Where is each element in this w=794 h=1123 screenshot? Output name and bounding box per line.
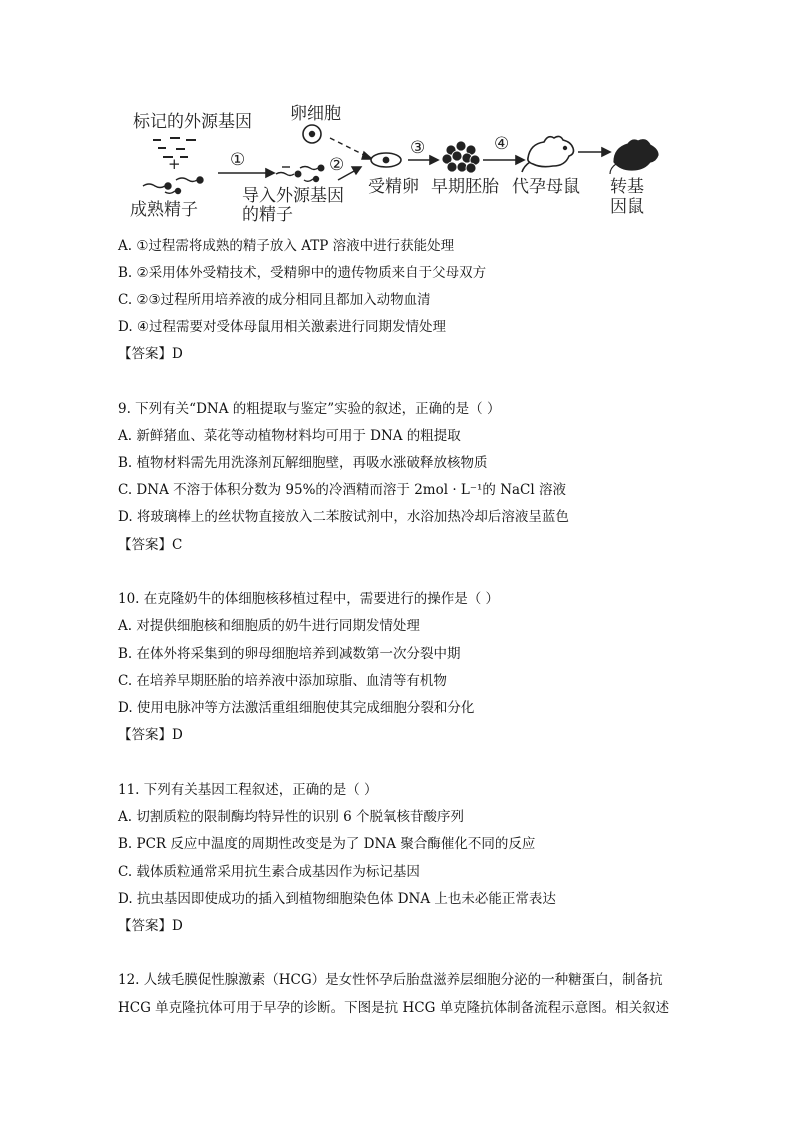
q12-line-2: HCG 单克隆抗体可用于早孕的诊断。下图是抗 HCG 单克隆抗体制备流程示意图。相关叙述 (118, 1000, 670, 1016)
arrow-4-icon (483, 156, 524, 164)
q10-option-d: D. 使用电脉冲等方法激活重组细胞使其完成细胞分裂和分化 (118, 700, 475, 716)
egg-cell-icon (303, 125, 321, 143)
fertilized-egg-icon (371, 153, 401, 167)
label-step-3: ③ (410, 138, 426, 158)
q11-option-d: D. 抗虫基因即使成功的插入到植物细胞染色体 DNA 上也未必能正常表达 (118, 891, 556, 907)
q10-answer: 【答案】D (118, 727, 183, 743)
label-step-1: ① (230, 150, 246, 170)
q9-option-c: C. DNA 不溶于体积分数为 95%的冷酒精而溶于 2mol · L⁻¹的 NaCl 溶液 (118, 482, 566, 498)
transgenic-mouse-icon (610, 140, 658, 174)
q9-answer: 【答案】C (118, 537, 183, 553)
imported-sperm-icon (276, 165, 324, 181)
q11-option-c: C. 载体质粒通常采用抗生素合成基因作为标记基因 (118, 864, 420, 880)
sperm-icon (143, 177, 203, 194)
q8-option-b: B. ②采用体外受精技术，受精卵中的遗传物质来自于父母双方 (118, 265, 487, 281)
q9-option-a: A. 新鲜猪血、菜花等动植物材料均可用于 DNA 的粗提取 (118, 428, 461, 444)
q8-option-d: D. ④过程需要对受体母鼠用相关激素进行同期发情处理 (118, 319, 447, 335)
q11-answer: 【答案】D (118, 918, 183, 934)
label-step-2: ② (329, 155, 345, 175)
q8-option-c: C. ②③过程所用培养液的成分相同且都加入动物血清 (118, 292, 431, 308)
q11-option-a: A. 切割质粒的限制酶均特异性的识别 6 个脱氧核苷酸序列 (118, 809, 465, 825)
label-egg-cell: 卵细胞 (290, 104, 341, 124)
label-transgenic-line1: 转基 (610, 177, 644, 197)
arrow-1-icon (218, 169, 274, 177)
arrow-5-icon (578, 148, 610, 156)
q11-option-b: B. PCR 反应中温度的周期性改变是为了 DNA 聚合酶催化不同的反应 (118, 836, 536, 852)
q8-answer: 【答案】D (118, 346, 183, 362)
q10-title: 10. 在克隆奶牛的体细胞核移植过程中，需要进行的操作是（ ） (118, 591, 500, 607)
label-plus: + (168, 155, 181, 173)
q9-option-d: D. 将玻璃棒上的丝状物直接放入二苯胺试剂中，水浴加热冷却后溶液呈蓝色 (118, 509, 569, 525)
label-marked-gene: 标记的外源基因 (133, 112, 252, 132)
q10-option-b: B. 在体外将采集到的卵母细胞培养到减数第一次分裂中期 (118, 646, 461, 662)
label-surrogate-mouse: 代孕母鼠 (512, 177, 580, 197)
q8-option-a: A. ①过程需将成熟的精子放入 ATP 溶液中进行获能处理 (118, 238, 455, 254)
label-transgenic-line2: 因鼠 (610, 197, 644, 217)
q12-line-1: 12. 人绒毛膜促性腺激素（HCG）是女性怀孕后胎盘滋养层细胞分泌的一种糖蛋白，制备抗 (118, 972, 663, 988)
q9-title: 9. 下列有关“DNA 的粗提取与鉴定”实验的叙述，正确的是（ ） (118, 401, 501, 417)
label-step-4: ④ (494, 134, 510, 154)
label-fertilized-egg: 受精卵 (368, 177, 419, 197)
label-imported-sperm-line2: 的精子 (242, 205, 293, 225)
transgenic-mouse-diagram (118, 100, 678, 225)
surrogate-mouse-icon (522, 136, 574, 172)
q10-option-a: A. 对提供细胞核和细胞质的奶牛进行同期发情处理 (118, 618, 420, 634)
label-imported-sperm-line1: 导入外源基因 (242, 186, 344, 206)
early-embryo-icon (442, 141, 480, 173)
label-early-embryo: 早期胚胎 (431, 177, 499, 197)
label-mature-sperm: 成熟精子 (130, 200, 198, 220)
q11-title: 11. 下列有关基因工程叙述，正确的是（ ） (118, 782, 378, 798)
q10-option-c: C. 在培养早期胚胎的培养液中添加琼脂、血清等有机物 (118, 673, 447, 689)
q9-option-b: B. 植物材料需先用洗涤剂瓦解细胞壁，再吸水涨破释放核物质 (118, 455, 488, 471)
